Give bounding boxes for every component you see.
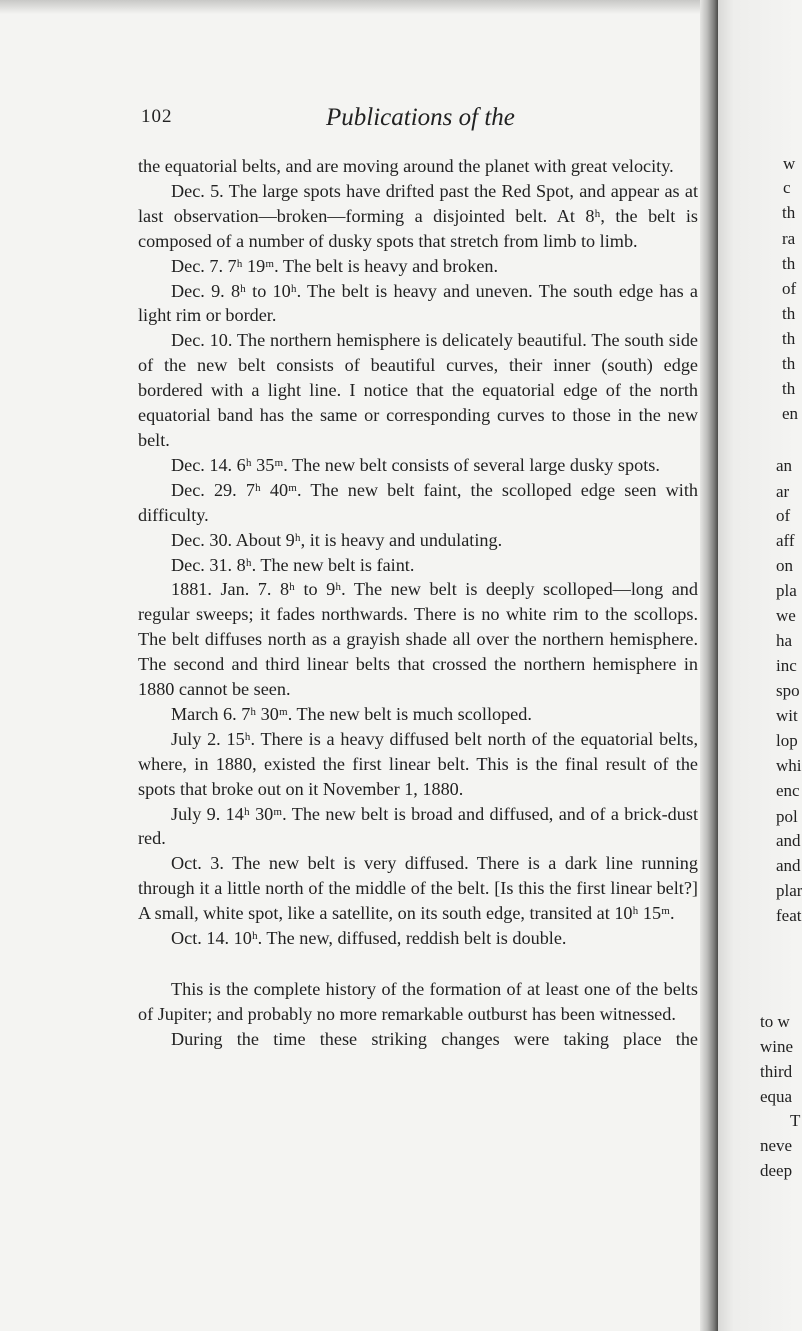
fragment: th — [782, 379, 796, 398]
paragraph: Dec. 5. The large spots have drifted past the Red Spot, and appear as at last observation—broken—forming a disjointed belt. At 8ʰ, the belt is composed of a number of dusky spots that stretch from limb to limb. — [138, 180, 698, 251]
fragment: ar — [776, 482, 790, 501]
fragment: of — [782, 279, 797, 298]
fragment: th — [782, 254, 796, 273]
paragraph: Oct. 3. The new belt is very diffused. There is a dark line running through it a little north of the middle of the belt. [Is this the first linear belt?] A small, white spot, like a satellite, on its south edge, transited at 10ʰ 15ᵐ. — [138, 853, 698, 924]
fragment: deep — [760, 1161, 793, 1180]
fragment: th — [782, 329, 796, 348]
fragment: plar — [776, 881, 802, 900]
paragraph: Dec. 7. 7ʰ 19ᵐ. The belt is heavy and broken. — [171, 255, 499, 276]
running-head: Publications of the — [326, 104, 515, 131]
body-text — [138, 154, 698, 1052]
fragment: enc — [776, 781, 800, 800]
paragraph: Dec. 31. 8ʰ. The new belt is faint. — [171, 554, 415, 575]
fragment: c — [783, 178, 791, 197]
paragraph: 1881. Jan. 7. 8ʰ to 9ʰ. The new belt is deeply scolloped—long and regular sweeps; it fades northwards. There is no white rim to the scollops. The belt diffuses north as a grayish shade all over the northern hemisphere. The second and third linear belts that crossed the northern hemisphere in 1880 cannot be seen. — [138, 579, 698, 700]
fragment: and — [776, 856, 801, 875]
paragraph: During the time these striking changes were taking place the — [171, 1028, 698, 1049]
paragraph: Dec. 14. 6ʰ 35ᵐ. The new belt consists of several large dusky spots. — [171, 454, 660, 475]
paragraph: March 6. 7ʰ 30ᵐ. The new belt is much scolloped. — [171, 703, 532, 724]
paragraph: Dec. 30. About 9ʰ, it is heavy and undulating. — [171, 529, 503, 550]
fragment: and — [776, 831, 801, 850]
paragraph: July 9. 14ʰ 30ᵐ. The new belt is broad and diffused, and of a brick-dust red. — [138, 803, 698, 849]
fragment: an — [776, 456, 793, 475]
paragraph: Oct. 14. 10ʰ. The new, diffused, reddish belt is double. — [171, 928, 567, 949]
fragment: lop — [776, 731, 798, 750]
fragment: th — [782, 354, 796, 373]
fragment: ra — [782, 229, 796, 248]
paragraph: the equatorial belts, and are moving around the planet with great velocity. — [138, 156, 674, 176]
paragraph: Dec. 9. 8ʰ to 10ʰ. The belt is heavy and uneven. The south edge has a light rim or border. — [138, 280, 698, 326]
fragment: third — [760, 1062, 793, 1081]
fragment: whi — [776, 756, 802, 775]
fragment: wit — [776, 706, 798, 725]
page-number: 102 — [141, 106, 173, 127]
fragment: feat — [776, 906, 802, 925]
binding-gutter — [700, 0, 718, 1331]
fragment: pol — [776, 807, 798, 826]
fragment: en — [782, 404, 799, 423]
facing-page-edge — [718, 0, 802, 1331]
fragment: spo — [776, 681, 800, 700]
fragment: aff — [776, 531, 795, 550]
paragraph: This is the complete history of the formation of at least one of the belts of Jupiter; and probably no more remarkable outburst has been witnessed. — [138, 979, 698, 1024]
fragment: T — [790, 1111, 801, 1130]
fragment: wine — [760, 1037, 794, 1056]
fragment: neve — [760, 1136, 793, 1155]
fragment: w — [783, 154, 796, 173]
fragment: ha — [776, 631, 793, 650]
paragraph: Dec. 29. 7ʰ 40ᵐ. The new belt faint, the scolloped edge seen with difficulty. — [138, 479, 698, 525]
fragment: th — [782, 304, 796, 323]
fragment: th — [782, 203, 796, 222]
fragment: pla — [776, 581, 797, 600]
paragraph: July 2. 15ʰ. There is a heavy diffused belt north of the equatorial belts, where, in 1880, existed the first linear belt. This is the final result of the spots that broke out on it November 1, 1880. — [138, 728, 698, 799]
fragment: equa — [760, 1087, 793, 1106]
fragment: we — [776, 606, 796, 625]
paragraph: Dec. 10. The northern hemisphere is delicately beautiful. The south side of the new belt consists of beautiful curves, their inner (south) edge bordered with a light line. I notice that the equatorial edge of the north equatorial band has the same or corresponding curves to those in the new belt. — [138, 330, 698, 450]
fragment: inc — [776, 656, 797, 675]
top-edge-shadow — [0, 0, 797, 14]
fragment: to w — [760, 1012, 790, 1031]
fragment: on — [776, 556, 793, 575]
fragment: of — [776, 506, 791, 525]
